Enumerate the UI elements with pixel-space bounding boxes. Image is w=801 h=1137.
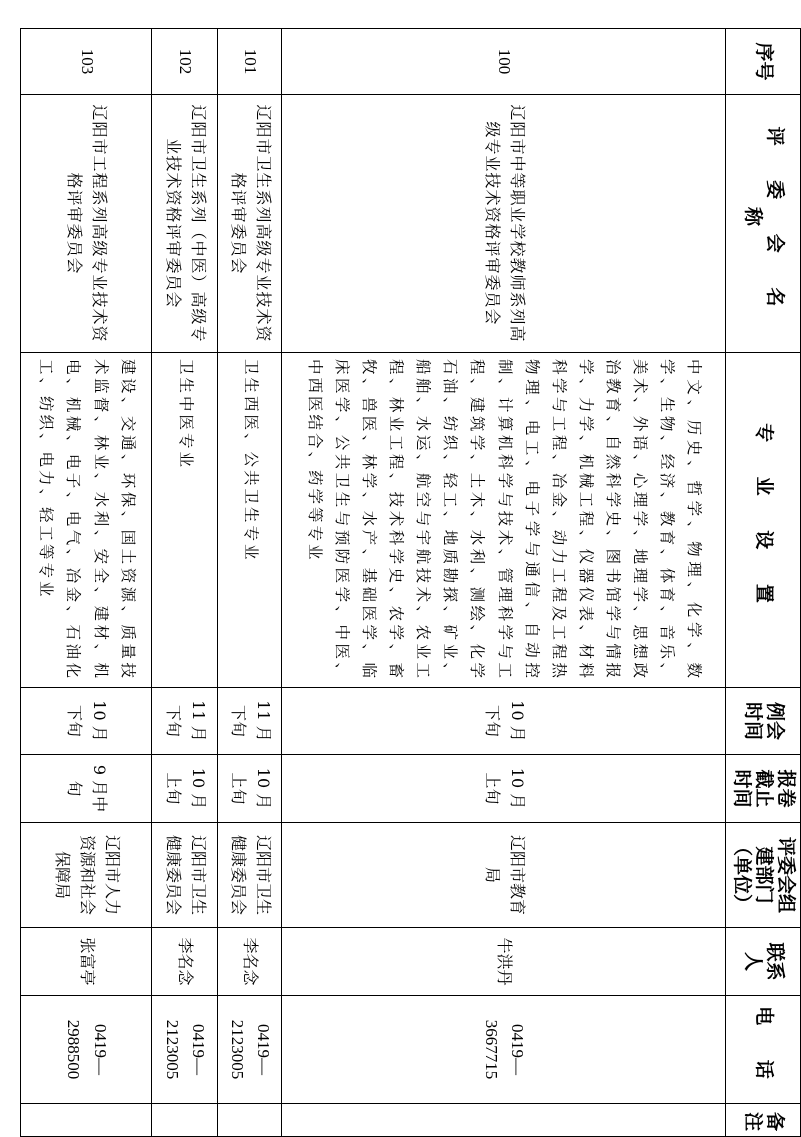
header-phone: 电 话 (726, 996, 801, 1104)
remark-cell (282, 1104, 726, 1137)
table-row (218, 29, 282, 1137)
deadline-cell: 10 月上旬 (218, 755, 282, 823)
majors-cell: 建设、交通、环保、国土资源、质量技术监督、林业、水利、安全、建材、机电、机械、电子、电气、冶金、石油化工、纺织、电力、轻工等专业 (21, 353, 152, 688)
majors-cell: 卫生西医、公共卫生专业 (218, 353, 282, 688)
contact-cell: 牛洪丹 (282, 928, 726, 996)
committee-cell: 辽阳市工程系列高级专业技术资格评审委员会 (21, 95, 152, 353)
meeting-cell: 10 月下旬 (21, 688, 152, 755)
header-remark: 备注 (726, 1104, 801, 1137)
contact-cell: 张富亭 (21, 928, 152, 996)
seq-cell: 103 (21, 29, 152, 95)
deadline-cell: 9 月中旬 (21, 755, 152, 823)
header-contact: 联系人 (726, 928, 801, 996)
remark-cell (152, 1104, 218, 1137)
header-committee: 评 委 会 名 称 (726, 95, 801, 353)
header-org: 评委会组建部门（单位） (726, 823, 801, 928)
meeting-cell: 11 月下旬 (152, 688, 218, 755)
deadline-cell: 10 月上旬 (152, 755, 218, 823)
contact-cell: 李名念 (218, 928, 282, 996)
org-cell: 辽阳市教育局 (282, 823, 726, 928)
phone-cell: 0419—2988500 (21, 996, 152, 1104)
seq-cell: 100 (282, 29, 726, 95)
committee-cell: 辽阳市卫生系列（中医）高级专业技术资格评审委员会 (152, 95, 218, 353)
committee-cell: 辽阳市卫生系列高级专业技术资格评审委员会 (218, 95, 282, 353)
org-cell: 辽阳市卫生健康委员会 (152, 823, 218, 928)
committee-cell: 辽阳市中等职业学校教师系列高级专业技术资格评审委员会 (282, 95, 726, 353)
table-row (21, 29, 152, 1137)
header-meeting: 例会时间 (726, 688, 801, 755)
seq-cell: 102 (152, 29, 218, 95)
phone-cell: 0419—3667715 (282, 996, 726, 1104)
majors-cell: 中文、历史、哲学、物理、化学、数学、生物、经济、教育、体育、音乐、美术、外语、心理学、地理学、思想政治教育、自然科学史、图书馆学与情报学、力学、机械工程、仪器仪表、材料科学与工程、冶金、动力工程及工程热物理、电工、电子学与通信、自动控制、计算机科学与技术、管理科学与工程、建筑学、土木、水利、测绘、化学石油、纺织、轻工、地质勘探、矿业、船舶、水运、航空与宇航技术、农业工程、林业工程、技术科学史、农学、畜牧、兽医、林学、水产、基础医学、临床医学、公共卫生与预防医学、中医、中西医结合、药学等专业 (282, 353, 726, 688)
meeting-cell: 11 月下旬 (218, 688, 282, 755)
seq-cell: 101 (218, 29, 282, 95)
majors-cell: 卫生中医专业 (152, 353, 218, 688)
meeting-cell: 10 月下旬 (282, 688, 726, 755)
header-deadline: 报卷截止时间 (726, 755, 801, 823)
header-row (726, 29, 801, 1137)
phone-cell: 0419—2123005 (152, 996, 218, 1104)
table-row (152, 29, 218, 1137)
org-cell: 辽阳市人力资源和社会保障局 (21, 823, 152, 928)
header-majors: 专 业 设 置 (726, 353, 801, 688)
deadline-cell: 10 月上旬 (282, 755, 726, 823)
table-row (282, 29, 726, 1137)
contact-cell: 李名念 (152, 928, 218, 996)
org-cell: 辽阳市卫生健康委员会 (218, 823, 282, 928)
evaluation-committee-table (37, 28, 801, 1136)
remark-cell (21, 1104, 152, 1137)
phone-cell: 0419—2123005 (218, 996, 282, 1104)
header-seq: 序号 (726, 29, 801, 95)
remark-cell (218, 1104, 282, 1137)
